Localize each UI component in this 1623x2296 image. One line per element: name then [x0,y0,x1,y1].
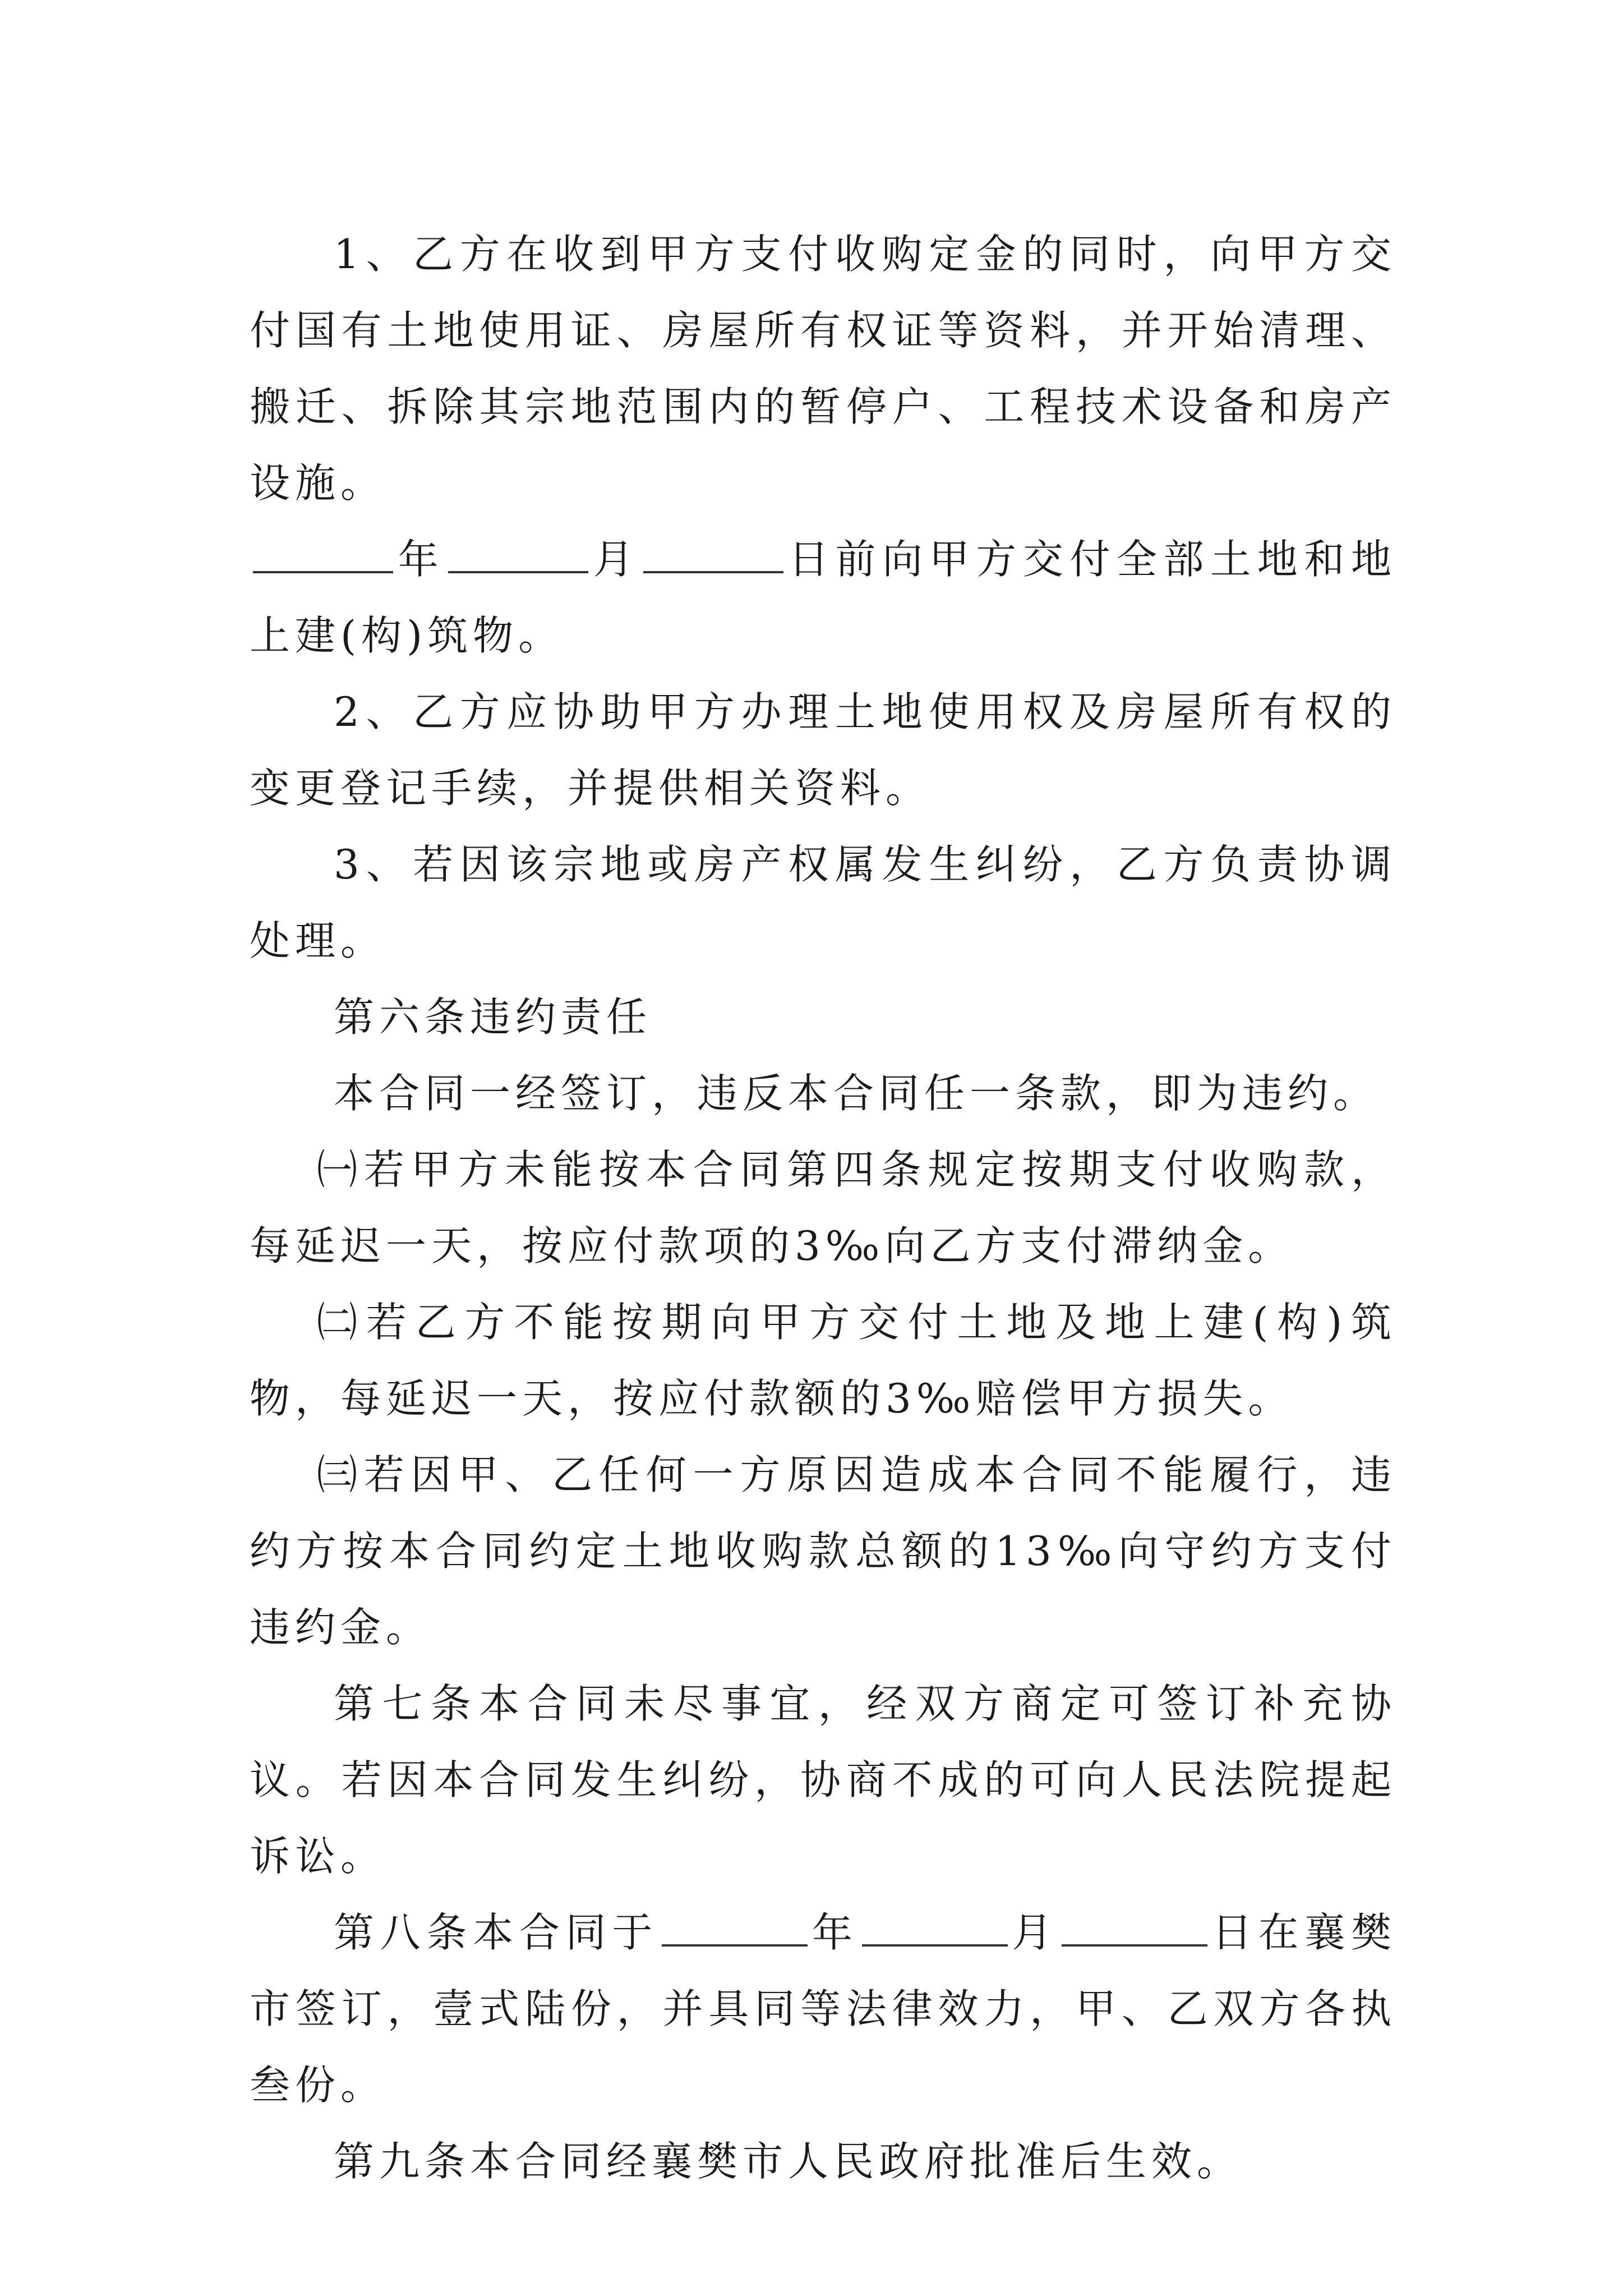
day-blank [643,540,783,573]
article-6-item-3-text: ㈢若因甲、乙任何一方原因造成本合同不能履行，违约方按本合同约定土地收购款总额的13‰向守约方支付违约金。 [250,1451,1396,1651]
article-9-paragraph [250,2123,1396,2200]
article-6-item-2-text: ㈡若乙方不能按期向甲方交付土地及地上建(构)筑物，每延迟一天，按应付款额的3‰赔偿甲方损失。 [250,1299,1396,1422]
article-6-item-2 [250,1284,1396,1437]
month-label: 月 [592,536,640,583]
article-6-intro [250,1055,1396,1131]
deadline-rest-text: 日前向甲方交付全部土地和地上建(构)筑物。 [250,536,1396,659]
clause-1-deadline-line [250,521,1396,674]
article-7-text: 第七条本合同未尽事宜，经双方商定可签订补充协议。若因本合同发生纠纷，协商不成的可向人民法院提起诉讼。 [250,1680,1396,1880]
clause-2-paragraph [250,674,1396,826]
clause-3-text: 3、若因该宗地或房产权属发生纠纷，乙方负责协调处理。 [250,841,1396,964]
document-body [250,216,1396,2200]
clause-3-paragraph [250,826,1396,979]
article-8-prefix: 第八条本合同于 [334,1909,659,1956]
article-6-intro-text: 本合同一经签订，违反本合同任一条款，即为违约。 [334,1070,1379,1117]
article-6-item-3 [250,1437,1396,1665]
article-8-year-blank [662,1913,808,1947]
article-8-day-blank [1062,1913,1207,1947]
article-8-month-label: 月 [1011,1909,1059,1956]
article-8-rest: 日在襄樊市签订，壹式陆份，并具同等法律效力，甲、乙双方各执叁份。 [250,1909,1396,2109]
article-6-item-1 [250,1131,1396,1284]
article-8-paragraph [250,1894,1396,2123]
year-blank [253,540,393,573]
article-8-month-blank [862,1913,1008,1947]
clause-1-text: 1、乙方在收到甲方支付收购定金的同时，向甲方交付国有土地使用证、房屋所有权证等资料，并开始清理、搬迁、拆除其宗地范围内的暂停户、工程技术设备和房产设施。 [250,231,1396,507]
article-7-paragraph [250,1665,1396,1894]
clause-1-paragraph [250,216,1396,521]
article-6-title [250,979,1396,1055]
article-6-item-1-text: ㈠若甲方未能按本合同第四条规定按期支付收购款，每延迟一天，按应付款项的3‰向乙方支付滞纳金。 [250,1146,1396,1269]
year-label: 年 [396,536,445,583]
month-blank [448,540,588,573]
article-6-title-text: 第六条违约责任 [334,993,652,1041]
clause-2-text: 2、乙方应协助甲方办理土地使用权及房屋所有权的变更登记手续，并提供相关资料。 [250,688,1396,812]
article-9-text: 第九条本合同经襄樊市人民政府批准后生效。 [334,2138,1243,2185]
article-8-year-label: 年 [811,1909,859,1956]
